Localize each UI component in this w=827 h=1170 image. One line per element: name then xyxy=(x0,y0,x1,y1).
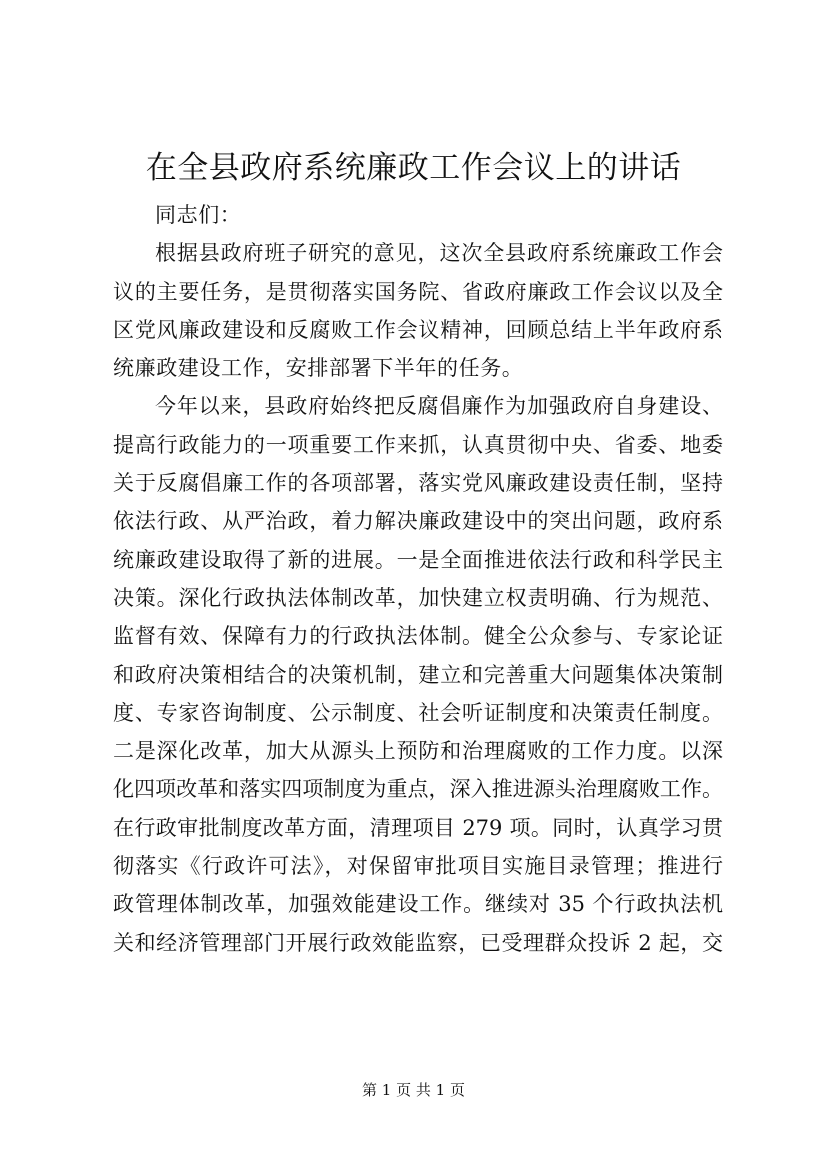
page-footer: 第 1 页 共 1 页 xyxy=(362,1081,465,1099)
body-line: 议的主要任务，是贯彻落实国务院、省政府廉政工作会议以及全 xyxy=(113,279,723,304)
body-line: 根据县政府班子研究的意见，这次全县政府系统廉政工作会 xyxy=(155,241,723,266)
document-body xyxy=(113,196,723,962)
body-line: 关和经济管理部门开展行政效能监察，已受理群众投诉 2 起，交 xyxy=(113,930,723,955)
body-line: 彻落实《行政许可法》，对保留审批项目实施目录管理；推进行 xyxy=(113,854,723,879)
body-line: 化四项改革和落实四项制度为重点，深入推进源头治理腐败工作。 xyxy=(113,777,723,802)
body-line: 监督有效、保障有力的行政执法体制。健全公众参与、专家论证 xyxy=(113,624,723,649)
body-line: 统廉政建设取得了新的进展。一是全面推进依法行政和科学民主 xyxy=(113,547,723,572)
body-line: 关于反腐倡廉工作的各项部署，落实党风廉政建设责任制，坚持 xyxy=(113,471,723,496)
body-line: 区党风廉政建设和反腐败工作会议精神，回顾总结上半年政府系 xyxy=(113,317,723,342)
body-line: 在行政审批制度改革方面，清理项目 279 项。同时，认真学习贯 xyxy=(113,815,723,840)
body-line: 同志们： xyxy=(155,203,242,227)
document-title: 在全县政府系统廉政工作会议上的讲话 xyxy=(145,150,682,186)
body-line: 度、专家咨询制度、公示制度、社会听证制度和决策责任制度。 xyxy=(113,700,723,725)
body-line: 统廉政建设工作，安排部署下半年的任务。 xyxy=(113,356,524,381)
body-line: 政管理体制改革，加强效能建设工作。继续对 35 个行政执法机 xyxy=(113,892,723,917)
body-line: 依法行政、从严治政，着力解决廉政建设中的突出问题，政府系 xyxy=(113,509,723,534)
body-line: 二是深化改革，加大从源头上预防和治理腐败的工作力度。以深 xyxy=(113,739,723,764)
body-line: 今年以来，县政府始终把反腐倡廉作为加强政府自身建设、 xyxy=(155,394,723,419)
body-line: 决策。深化行政执法体制改革，加快建立权责明确、行为规范、 xyxy=(113,585,723,610)
body-line: 和政府决策相结合的决策机制，建立和完善重大问题集体决策制 xyxy=(113,662,723,687)
body-line: 提高行政能力的一项重要工作来抓，认真贯彻中央、省委、地委 xyxy=(113,432,723,457)
